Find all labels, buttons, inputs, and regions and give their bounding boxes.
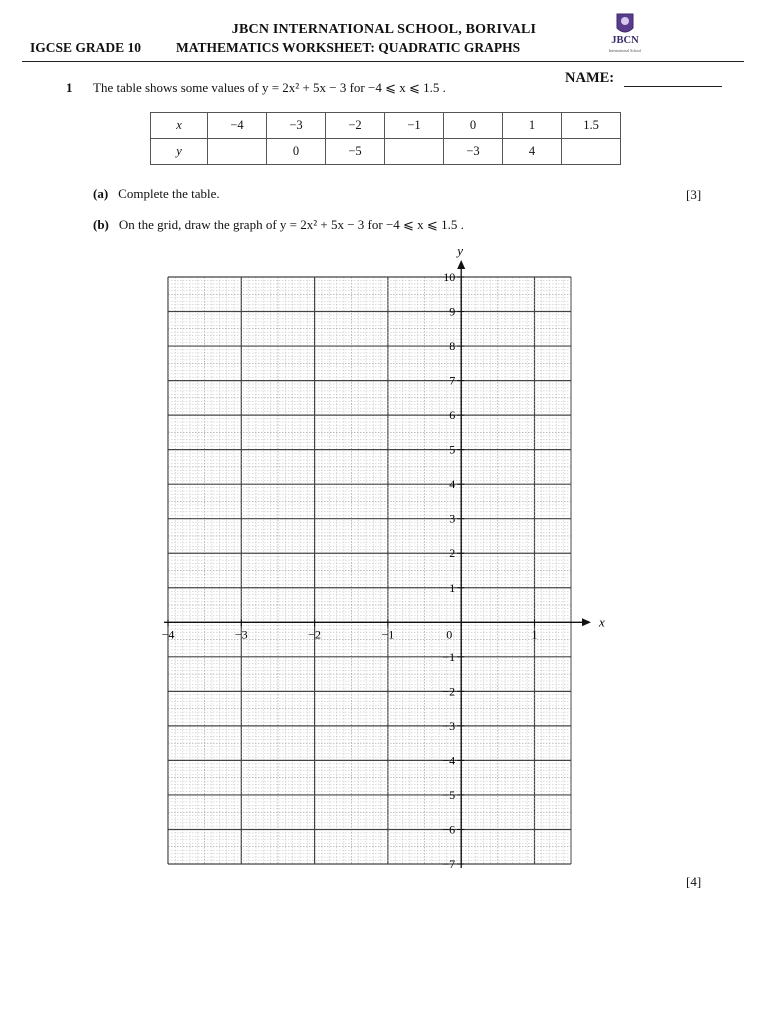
x-tick-label: −4 [161,627,175,642]
table-header-y: y [151,139,208,165]
x-tick-label: −3 [234,627,248,642]
x-axis-label: x [599,614,605,630]
table-cell: 1.5 [562,113,621,139]
table-cell: −4 [208,113,267,139]
table-cell: −3 [267,113,326,139]
logo-subtext: International School [608,48,642,53]
part-b-marks: [4] [686,874,702,889]
table-cell: −3 [444,139,503,165]
table-cell: −5 [326,139,385,165]
part-b-text: On the grid, draw the graph of y = 2x² + 5x − 3 for −4 ⩽ x ⩽ 1.5 . [118,217,464,232]
y-tick-label: −2 [442,684,456,699]
y-axis-arrow-icon [457,260,465,269]
x-tick-label: 1 [531,627,538,642]
part-a-label: (a) [93,186,109,201]
x-tick-label: 0 [446,627,453,642]
table-header-x: x [151,113,208,139]
table-cell: 1 [503,113,562,139]
part-a-marks: [3] [686,187,702,202]
worksheet-title: MATHEMATICS WORKSHEET: QUADRATIC GRAPHS [176,40,521,55]
part-b-label: (b) [93,217,109,232]
y-tick-label: −6 [442,822,456,837]
y-tick-label: 7 [449,373,456,388]
question-text: The table shows some values of y = 2x² + 5x − 3 for −4 ⩽ x ⩽ 1.5 . [93,80,446,95]
question-number: 1 [66,80,73,95]
x-axis-arrow-icon [582,618,591,626]
y-tick-label: 2 [449,546,456,561]
school-name: JBCN INTERNATIONAL SCHOOL, BORIVALI [231,22,537,37]
y-tick-label: 5 [449,442,456,457]
y-tick-label: −3 [442,718,456,733]
name-label: NAME: [565,70,615,86]
y-tick-label: 6 [449,408,456,423]
y-tick-label: 4 [449,477,456,492]
x-tick-label: −1 [381,627,395,642]
y-tick-label: −4 [442,753,456,768]
part-a-text: Complete the table. [118,186,220,201]
y-tick-label: −1 [442,649,456,664]
table-cell: −2 [326,113,385,139]
logo-text: JBCN [611,35,639,46]
y-tick-label: 3 [449,511,456,526]
y-tick-label: 8 [449,339,456,354]
y-tick-label: −5 [442,787,456,802]
y-axis-label: y [457,243,463,258]
grade-label: IGCSE GRADE 10 [30,40,142,55]
table-cell: 4 [503,139,562,165]
y-tick-label: −7 [442,857,456,871]
y-tick-label: 1 [449,580,456,595]
y-tick-label: 9 [449,304,456,319]
y-tick-label: 10 [443,270,456,284]
x-tick-label: −2 [308,627,321,642]
table-cell: −1 [385,113,444,139]
table-cell: 0 [267,139,326,165]
table-cell: 0 [444,113,503,139]
